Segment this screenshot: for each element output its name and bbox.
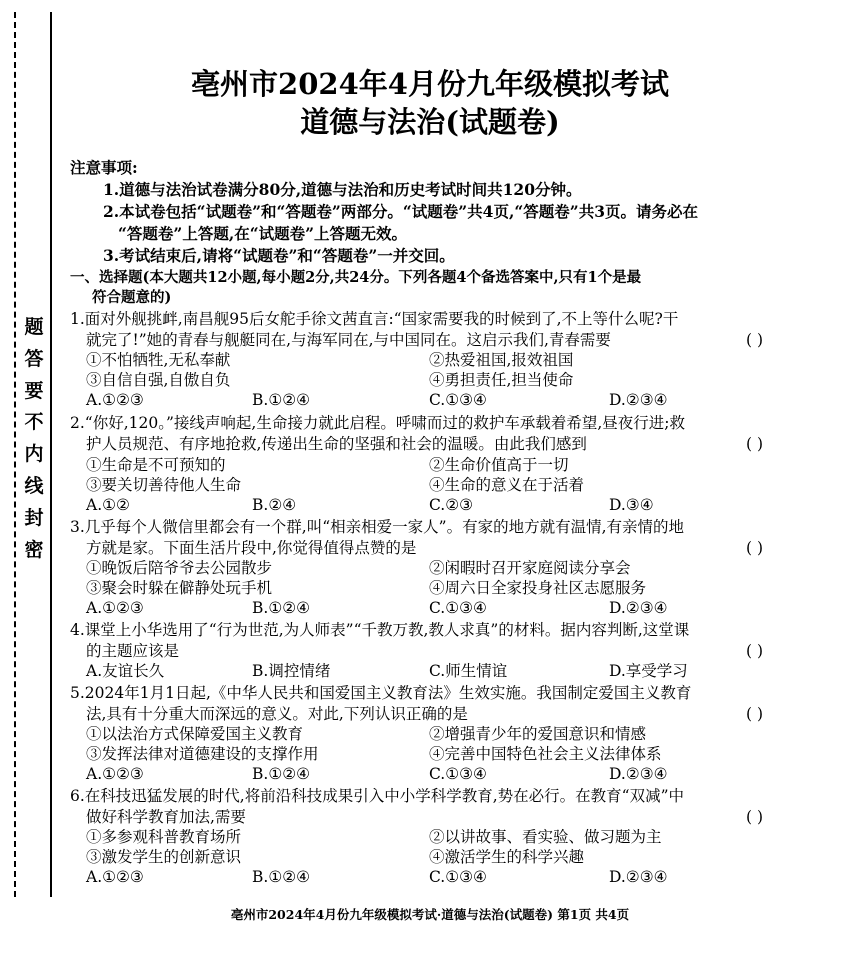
answer-choice: A.①②③ [86,765,144,783]
option: ③发挥法律对道德建设的支撑作用 [86,745,319,763]
answer-bracket: ( ) [746,705,764,723]
option: ①以法治方式保障爱国主义教育 [86,725,304,743]
option: ①生命是不可预知的 [86,456,226,474]
option: ①多参观科普教育场所 [86,828,242,846]
option: ④生命的意义在于活着 [429,476,585,494]
answer-choice: D.③④ [609,496,654,514]
seal-char: 答 [24,347,44,370]
answer-choice: B.②④ [252,496,297,514]
option: ①不怕牺牲,无私奉献 [86,351,231,369]
binding-dashed-line [14,12,16,897]
option: ①晚饭后陪爷爷去公园散步 [86,559,273,577]
section-heading: 一、选择题(本大题共12小题,每小题2分,共24分。下列各题4个备选答案中,只有1个是最 [70,269,642,286]
answer-choice: A.友谊长久 [86,662,165,680]
answer-choice: C.①③④ [429,765,487,783]
question-2-stem: 2.“你好,120。”接线声响起,生命接力就此启程。呼啸而过的救护车承载着希望,昼夜行进;救 [70,414,685,432]
option: ④勇担责任,担当使命 [429,371,574,389]
option: ②热爱祖国,报效祖国 [429,351,574,369]
question-2-stem: 护人员规范、有序地抢救,传递出生命的坚强和社会的温暖。由此我们感到 [86,435,587,453]
option: ②生命价值高于一切 [429,456,569,474]
seal-char: 要 [24,379,44,402]
seal-char: 内 [24,443,44,466]
answer-choice: D.②③④ [609,391,668,409]
exam-title: 亳州市2024年4月份九年级模拟考试 [191,67,669,101]
answer-choice: D.②③④ [609,765,668,783]
answer-bracket: ( ) [746,808,764,826]
notice-item: “答题卷”上答题,在“试题卷”上答题无效。 [118,224,408,243]
answer-choice: D.享受学习 [609,662,688,680]
seal-char: 密 [24,538,44,561]
question-6-stem: 6.在科技迅猛发展的时代,将前沿科技成果引入中小学科学教育,势在必行。在教育“双减”中 [70,787,684,805]
answer-choice: B.①②④ [252,391,311,409]
option: ②增强青少年的爱国意识和情感 [429,725,647,743]
answer-choice: C.①③④ [429,599,487,617]
option: ②闲暇时召开家庭阅读分享会 [429,559,631,577]
answer-bracket: ( ) [746,539,764,557]
binding-solid-line [50,12,52,897]
answer-choice: C.①③④ [429,391,487,409]
exam-subtitle: 道德与法治(试题卷) [300,105,560,139]
answer-choice: A.①②③ [86,391,144,409]
answer-bracket: ( ) [746,642,764,660]
page-footer: 亳州市2024年4月份九年级模拟考试·道德与法治(试题卷) 第1页 共4页 [230,907,630,922]
answer-choice: D.②③④ [609,599,668,617]
question-4-stem: 的主题应该是 [86,642,180,660]
answer-choice: B.调控情绪 [252,662,331,680]
notice-heading: 注意事项: [70,158,138,177]
option: ②以讲故事、看实验、做习题为主 [429,828,662,846]
seal-char: 封 [24,506,44,529]
question-6-stem: 做好科学教育加法,需要 [86,808,246,826]
option: ④完善中国特色社会主义法律体系 [429,745,662,763]
seal-line-warning [22,318,46,572]
answer-choice: A.①② [86,496,130,514]
answer-choice: A.①②③ [86,599,144,617]
seal-char: 线 [24,474,44,497]
notice-item: 3.考试结束后,请将“试题卷”和“答题卷”一并交回。 [103,246,455,265]
question-1-stem: 就完了!”她的青春与舰艇同在,与海军同在,与中国同在。这启示我们,青春需要 [86,331,611,349]
seal-char: 不 [24,411,44,434]
option: ④周六日全家投身社区志愿服务 [429,579,647,597]
option: ③聚会时躲在僻静处玩手机 [86,579,273,597]
answer-choice: B.①②④ [252,868,311,886]
option: ③要关切善待他人生命 [86,476,242,494]
notice-item: 2.本试卷包括“试题卷”和“答题卷”两部分。“试题卷”共4页,“答题卷”共3页。请务必在 [103,202,698,221]
question-3-stem: 3.几乎每个人微信里都会有一个群,叫“相亲相爱一家人”。有家的地方就有温情,有亲情的地 [70,518,684,536]
section-heading-cont: 符合题意的) [92,289,172,306]
answer-choice: C.①③④ [429,868,487,886]
question-5-stem: 5.2024年1月1日起,《中华人民共和国爱国主义教育法》生效实施。我国制定爱国主义教育 [70,684,692,702]
answer-choice: B.①②④ [252,599,311,617]
question-3-stem: 方就是家。下面生活片段中,你觉得值得点赞的是 [86,539,417,557]
answer-choice: C.师生情谊 [429,662,508,680]
answer-choice: C.②③ [429,496,474,514]
answer-bracket: ( ) [746,331,764,349]
answer-choice: A.①②③ [86,868,144,886]
seal-char: 题 [24,316,44,338]
question-5-stem: 法,具有十分重大而深远的意义。对此,下列认识正确的是 [86,705,468,723]
answer-choice: B.①②④ [252,765,311,783]
question-4-stem: 4.课堂上小华选用了“行为世范,为人师表”“千教万教,教人求真”的材料。据内容判断,这堂课 [70,621,690,639]
option: ④激活学生的科学兴趣 [429,848,585,866]
option: ③激发学生的创新意识 [86,848,242,866]
notice-item: 1.道德与法治试卷满分80分,道德与法治和历史考试时间共120分钟。 [103,180,582,199]
option: ③自信自强,自傲自负 [86,371,231,389]
question-1-stem: 1.面对外舰挑衅,南昌舰95后女舵手徐文茜直言:“国家需要我的时候到了,不上等什么呢?干 [70,310,679,328]
answer-choice: D.②③④ [609,868,668,886]
answer-bracket: ( ) [746,435,764,453]
